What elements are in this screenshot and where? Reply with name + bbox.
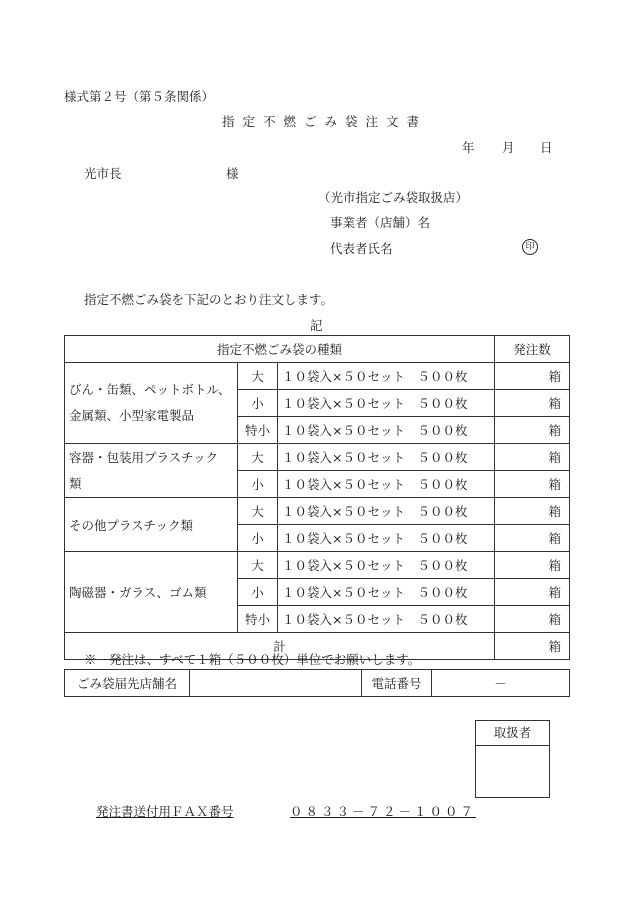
seal-mark: 印 <box>522 239 538 255</box>
qty-cell[interactable]: 箱 <box>495 552 570 579</box>
delivery-row <box>65 670 570 697</box>
date-month: 月 <box>502 140 515 155</box>
order-note: ※ 発注は、すべて１箱（５００枚）単位でお願いします。 <box>84 652 421 667</box>
qty-cell[interactable]: 箱 <box>495 390 570 417</box>
date-year: 年 <box>462 140 475 155</box>
representative-label: 代表者氏名 <box>330 241 393 256</box>
category-cell: びん・缶類、ペットボトル、 金属類、小型家電製品 <box>65 363 238 444</box>
qty-cell[interactable]: 箱 <box>495 525 570 552</box>
handler-label: 取扱者 <box>476 721 549 746</box>
handler-box <box>475 720 550 798</box>
table-row <box>65 498 570 525</box>
addressee-honorific: 様 <box>226 166 239 181</box>
table-header-row <box>65 336 570 363</box>
qty-cell[interactable]: 箱 <box>495 417 570 444</box>
desc-cell: １０袋入×５０セット ５００枚 <box>278 579 495 606</box>
desc-cell: １０袋入×５０セット ５００枚 <box>278 444 495 471</box>
size-cell: 小 <box>238 471 278 498</box>
qty-cell[interactable]: 箱 <box>495 498 570 525</box>
order-table <box>64 335 570 660</box>
business-name-label: 事業者（店舗）名 <box>330 215 431 230</box>
desc-cell: １０袋入×５０セット ５００枚 <box>278 498 495 525</box>
size-cell: 大 <box>238 444 278 471</box>
addressee-name: 光市長 <box>84 166 122 181</box>
page-title: 指定不燃ごみ袋注文書 <box>222 114 428 129</box>
size-cell: 特小 <box>238 606 278 633</box>
desc-cell: １０袋入×５０セット ５００枚 <box>278 525 495 552</box>
desc-cell: １０袋入×５０セット ５００枚 <box>278 552 495 579</box>
header-qty: 発注数 <box>495 336 570 363</box>
size-cell: 大 <box>238 552 278 579</box>
qty-cell[interactable]: 箱 <box>495 363 570 390</box>
size-cell: 小 <box>238 525 278 552</box>
delivery-table <box>64 669 570 697</box>
qty-cell[interactable]: 箱 <box>495 579 570 606</box>
fax-number: ０８３３－７２－１００７ <box>290 804 477 819</box>
handler-input[interactable] <box>476 746 549 797</box>
date-day: 日 <box>540 140 553 155</box>
desc-cell: １０袋入×５０セット ５００枚 <box>278 363 495 390</box>
delivery-store-input[interactable] <box>190 670 362 697</box>
size-cell: 大 <box>238 363 278 390</box>
total-qty-cell[interactable]: 箱 <box>495 633 570 660</box>
size-cell: 特小 <box>238 417 278 444</box>
store-type: （光市指定ごみ袋取扱店） <box>318 190 469 205</box>
delivery-store-label: ごみ袋届先店舗名 <box>65 670 190 697</box>
desc-cell: １０袋入×５０セット ５００枚 <box>278 390 495 417</box>
table-row <box>65 363 570 390</box>
intro-text: 指定不燃ごみ袋を下記のとおり注文します。 <box>84 292 334 307</box>
table-row <box>65 444 570 471</box>
table-row <box>65 552 570 579</box>
category-cell: 容器・包装用プラスチック 類 <box>65 444 238 498</box>
size-cell: 大 <box>238 498 278 525</box>
desc-cell: １０袋入×５０セット ５００枚 <box>278 471 495 498</box>
phone-value[interactable]: － <box>432 670 570 697</box>
size-cell: 小 <box>238 390 278 417</box>
qty-cell[interactable]: 箱 <box>495 606 570 633</box>
qty-cell[interactable]: 箱 <box>495 444 570 471</box>
total-label: 計 <box>65 633 495 660</box>
fax-label: 発注書送付用ＦＡＸ番号 <box>96 804 234 819</box>
header-type: 指定不燃ごみ袋の種類 <box>65 336 495 363</box>
ki-label: 記 <box>310 318 323 333</box>
category-cell: その他プラスチック類 <box>65 498 238 552</box>
desc-cell: １０袋入×５０セット ５００枚 <box>278 606 495 633</box>
category-cell: 陶磁器・ガラス、ゴム類 <box>65 552 238 633</box>
size-cell: 小 <box>238 579 278 606</box>
desc-cell: １０袋入×５０セット ５００枚 <box>278 417 495 444</box>
form-number: 様式第２号（第５条関係） <box>64 89 215 104</box>
phone-label: 電話番号 <box>362 670 432 697</box>
qty-cell[interactable]: 箱 <box>495 471 570 498</box>
